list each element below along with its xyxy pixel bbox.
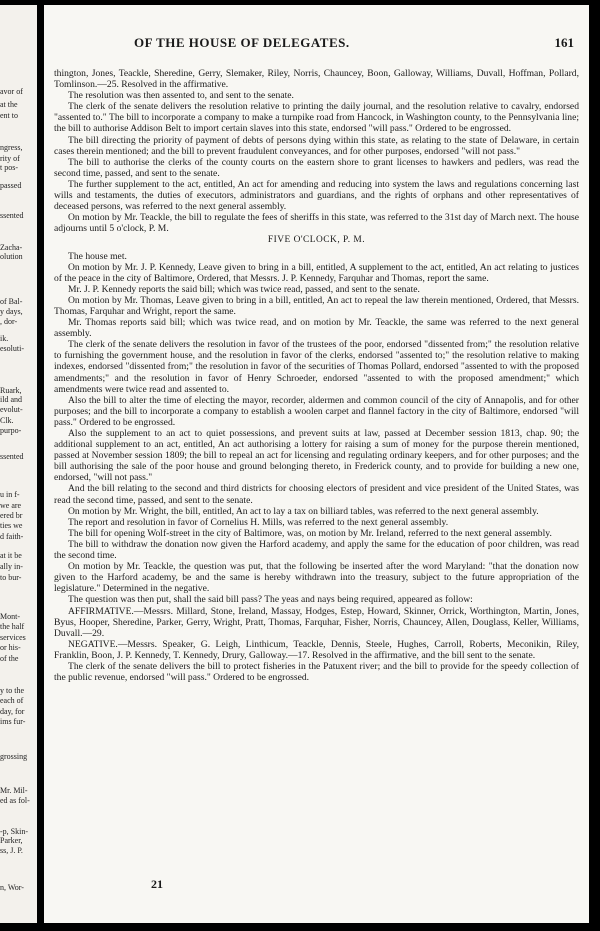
paragraph: thington, Jones, Teackle, Sheredine, Gerry, Slemaker, Riley, Norris, Chauncey, Boon, Galloway, Williams, Duvall, Hoffman, Pollard, Tomlinson.—25. Resolved in the affirmative.: [54, 68, 579, 91]
paragraph: AFFIRMATIVE.—Messrs. Millard, Stone, Ireland, Massay, Hodges, Estep, Howard, Skinner, Orrick, Worthington, Martin, Jones, Byus, Hooper, Sheredine, Parker, Gerry, Wright, Pratt, Thomas, Farquhar, Fisher, Norris, Chauncey, Allen, Douglass, Keller, Williams, Duvall.—29.: [54, 605, 579, 639]
paragraph: The clerk of the senate delivers the resolution relative to printing the daily journal, and the resolution relative to cavalry, endorsed "assented to." The bill to incorporate a company to make a turnpike road from Hancock, in Washington county, to the Pennsylvania line; the bill to authorise Addison Belt to import certain slaves into this state, endorsed "will pass." Ordered to be engrossed.: [54, 101, 579, 135]
paragraph: The house met.: [68, 250, 127, 262]
left-page-fragment: ims fur-: [0, 717, 26, 726]
left-page-fragment: Parker,: [0, 836, 23, 845]
paragraph: The bill to withdraw the donation now given the Harford academy, and apply the same for the education of poor children, was read the second time.: [54, 538, 579, 562]
left-page-fragment: at it be: [0, 551, 22, 560]
paragraph: The bill directing the priority of payment of debts of persons dying within this state, as relating to the state of Delaware, in certain cases therein mentioned; and the bill to prevent fraudulent conveyances, and for other purposes, endorsed "will not pass.": [54, 134, 579, 157]
paragraph: On motion by Mr. Thomas, Leave given to bring in a bill, entitled, An act to repeal the law therein mentioned, Ordered, that Messrs. Thomas, Farquhar and Wright, report the same.: [54, 294, 579, 317]
left-page-fragment: each of: [0, 696, 24, 705]
paragraph: The clerk of the senate delivers the resolution in favor of the trustees of the poor, endorsed "dissented from;" the resolution relative to furnishing the government house, and the resolution in favor of the clerks, endorsed "assented to;" the resolution relative to making indexes, endorsed "dissented from;" the resolution in favor of the securities of Thomas Pollard, endorsed "assented to with the proposed amendments;" and the resolution in favor of Henry Schroeder, endorsed "assented to with the proposed amendment;" which amendments were twice read and assented to.: [54, 339, 579, 395]
left-page-fragment: at the: [0, 100, 18, 109]
left-page-fragment: esoluti-: [0, 344, 24, 353]
left-page-fragment: ties we: [0, 521, 23, 530]
left-page-fragment: ild and: [0, 395, 22, 404]
left-page-fragment: Ruark,: [0, 386, 22, 395]
paragraph: On motion by Mr. J. P. Kennedy, Leave given to bring in a bill, entitled, A supplement to the act, entitled, An act relating to justices of the peace in the city of Baltimore, Ordered, that Messrs. J. P. Kennedy, Farquhar and Thomas, report the same.: [54, 261, 579, 284]
left-page-fragment: d faith-: [0, 532, 24, 541]
paragraph: On motion by Mr. Teackle, the bill to regulate the fees of sheriffs in this state, was referred to the 31st day of March next. The house adjourns until 5 o'clock, P. M.: [54, 212, 579, 235]
left-page-fragment: ss, J. P.: [0, 846, 23, 855]
left-page-fragment: avor of: [0, 87, 23, 96]
left-page-fragment: we are: [0, 501, 22, 510]
left-page-fragment: or his-: [0, 643, 21, 652]
left-page-fragment: evolut-: [0, 405, 23, 414]
left-page-fragment: Mr. Mil-: [0, 786, 28, 795]
paragraph: The report and resolution in favor of Cornelius H. Mills, was referred to the next general assembly.: [68, 516, 449, 528]
left-page-fragment: passed: [0, 181, 22, 190]
left-page-fragment: Zacha-: [0, 243, 23, 252]
previous-page-edge: [0, 5, 37, 923]
paragraph: The resolution was then assented to, and sent to the senate.: [68, 90, 294, 102]
paragraph: The further supplement to the act, entitled, An act for amending and reducing into system the laws and regulations concerning last wills and testaments, the duties of executors, administrators and guardians, and the rights of orphans and other representatives of deceased persons, was referred to the next general assembly.: [54, 178, 579, 213]
left-page-fragment: n, Wor-: [0, 883, 24, 892]
left-page-fragment: Clk.: [0, 416, 14, 425]
left-page-fragment: services: [0, 633, 26, 642]
left-page-fragment: grossing: [0, 752, 28, 761]
paragraph: The question was then put, shall the said bill pass? The yeas and nays being required, appeared as follow:: [68, 594, 473, 606]
left-page-fragment: of the: [0, 654, 19, 663]
left-page-fragment: Mont-: [0, 612, 20, 621]
left-page-fragment: ent to: [0, 111, 18, 120]
page: [44, 5, 589, 923]
paragraph: The bill to authorise the clerks of the county courts on the eastern shore to grant licenses to hawkers and pedlers, was read the second time, passed, and sent to the senate.: [54, 156, 579, 179]
left-page-fragment: ered br: [0, 511, 23, 520]
paragraph: And the bill relating to the second and third districts for choosing electors of president and vice president of the United States, was read the second time, passed, and sent to the senate.: [54, 483, 579, 506]
left-page-fragment: rity of: [0, 154, 20, 163]
left-page-fragment: of Bal-: [0, 297, 23, 306]
paragraph: On motion by Mr. Wright, the bill, entitled, An act to lay a tax on billiard tables, was referred to the next general assembly.: [68, 505, 539, 517]
paragraph: The clerk of the senate delivers the bill to protect fisheries in the Patuxent river; and the bill to provide for the speedy collection of the public revenue, endorsed "will pass." Ordered to be engrossed.: [54, 660, 579, 684]
paragraph: Mr. Thomas reports said bill; which was twice read, and on motion by Mr. Teackle, the same was referred to the next general assembly.: [54, 317, 579, 340]
left-page-fragment: the half: [0, 622, 25, 631]
paragraph: Also the bill to alter the time of electing the mayor, recorder, aldermen and common council of the city of Annapolis, and for other purposes; and the bill to incorporate a company to establish a woolen carpet and flannel factory in the city of Baltimore, endorsed "will pass." Ordered to be engrossed.: [54, 394, 579, 428]
left-page-fragment: u in f-: [0, 490, 20, 499]
journal-text: [54, 68, 579, 683]
left-page-fragment: , dor-: [0, 317, 18, 326]
left-page-fragment: ssented: [0, 211, 24, 220]
left-page-fragment: day, for: [0, 707, 25, 716]
left-page-fragment: ally in-: [0, 562, 23, 571]
running-header: [44, 35, 589, 51]
left-page-fragment: ssented: [0, 452, 24, 461]
left-page-fragment: olution: [0, 252, 23, 261]
left-page-fragment: ik.: [0, 334, 9, 343]
left-page-fragment: to bur-: [0, 573, 22, 582]
paragraph: The bill for opening Wolf-street in the city of Baltimore, was, on motion by Mr. Ireland, referred to the next general assembly.: [68, 527, 552, 539]
left-page-fragment: y days,: [0, 307, 23, 316]
left-page-fragment: -p, Skin-: [0, 827, 28, 836]
section-heading: FIVE O'CLOCK, P. M.: [267, 235, 366, 246]
left-page-fragment: purpo-: [0, 426, 22, 435]
left-page-fragment: ed as fol-: [0, 796, 30, 805]
paragraph: Also the supplement to an act to quiet possessions, and prevent suits at law, passed at December session 1813, chap. 90; the additional supplement to an act, entitled, An act authorising a lottery for raising a sum of money for the purpose therein mentioned, passed at November session 1809; the bill to repeal an act for licensing and regulating ordinary keepers, and for other purposes; and the bill authorising the sale of the poor house and ground belonging thereto, in Frederick county, and to provide for building a new one, endorsed, "will not pass.": [54, 428, 579, 484]
page-number: 161: [554, 35, 574, 50]
left-page-fragment: y to the: [0, 686, 24, 695]
left-page-fragment: t pos-: [0, 163, 18, 172]
paragraph: Mr. J. P. Kennedy reports the said bill; which was twice read, passed, and sent to the senate.: [68, 283, 420, 295]
signature-mark: 21: [151, 877, 163, 891]
left-page-fragment: ngress,: [0, 143, 23, 152]
paragraph: On motion by Mr. Teackle, the question was put, that the following be inserted after the word Maryland: "that the donation now given to the Harford academy, be and the same is hereby withdrawn into the treasury, subject to the future appropriation of the legislature." Determined in the negative.: [54, 561, 579, 595]
running-title: OF THE HOUSE OF DELEGATES.: [134, 35, 350, 50]
paragraph: NEGATIVE.—Messrs. Speaker, G. Leigh, Linthicum, Teackle, Dennis, Steele, Hughes, Carroll, Roberts, Meconikin, Riley, Franklin, Boon, J. P. Kennedy, T. Kennedy, Drury, Galloway.—17. Resolved in the affirmative, and the bill sent to the senate.: [54, 638, 579, 661]
